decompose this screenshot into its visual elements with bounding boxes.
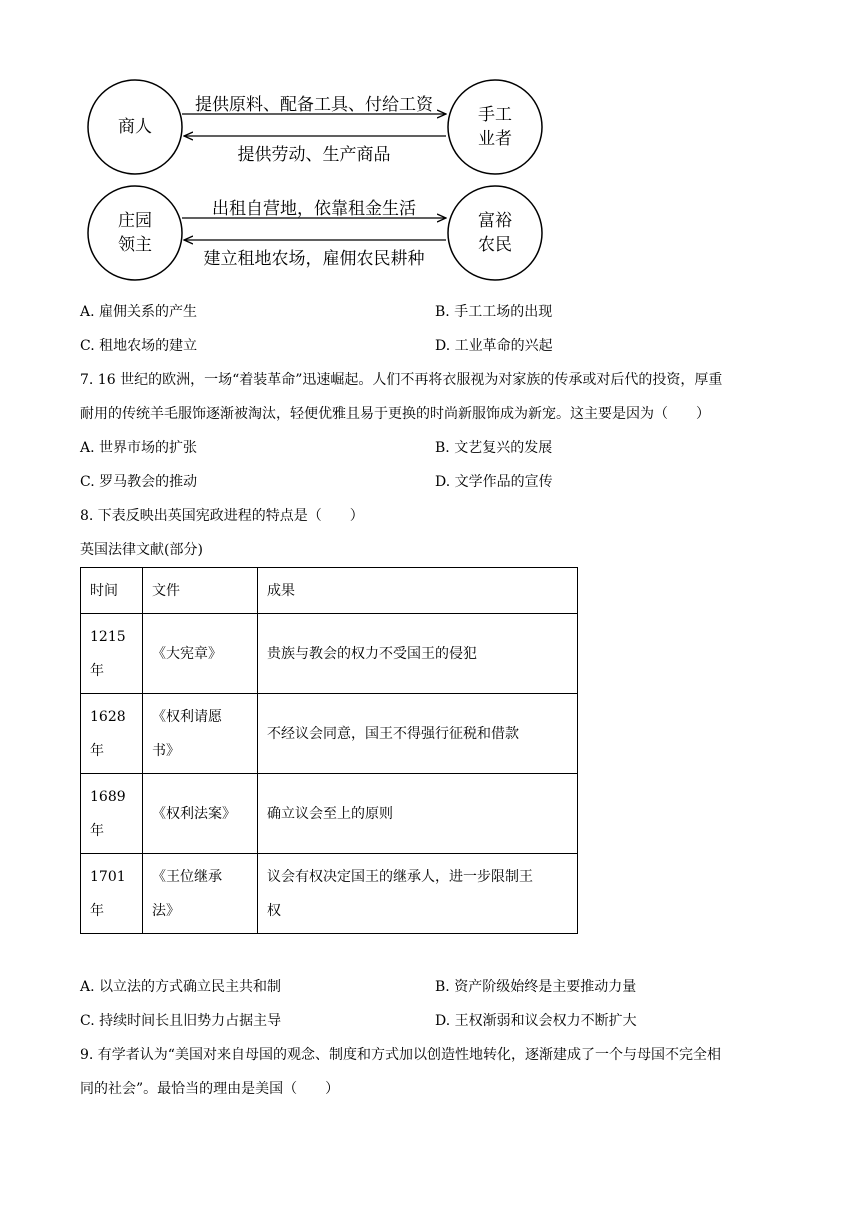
node-manor-lord-label: 庄园 领主	[118, 211, 152, 255]
table-header-row	[81, 568, 578, 614]
arrow-label-bottom-left: 建立租地农场，雇佣农民耕种	[203, 249, 425, 269]
node-manor-lord	[88, 186, 182, 280]
row-time: 1689 年	[81, 774, 143, 854]
q8-option-d: D. 王权渐弱和议会权力不断扩大	[435, 1013, 637, 1029]
node-rich-farmer-label: 富裕 农民	[478, 211, 512, 255]
row-document: 《权利请愿 书》	[143, 694, 258, 774]
q7-option-c: C. 罗马教会的推动	[80, 474, 198, 490]
table-title: 英国法律文献(部分)	[80, 542, 203, 558]
header-result: 成果	[258, 568, 578, 614]
row-document: 《大宪章》	[143, 614, 258, 694]
q8-option-c: C. 持续时间长且旧势力占据主导	[80, 1013, 282, 1029]
q7-option-d: D. 文学作品的宣传	[435, 474, 553, 490]
arrow-label-bottom-right: 出租自营地，依靠租金生活	[212, 199, 416, 219]
table-row	[81, 854, 578, 934]
q8-option-b: B. 资产阶级始终是主要推动力量	[435, 979, 637, 995]
arrow-label-top-left: 提供劳动、生产商品	[237, 145, 391, 165]
q7-stem-line2: 耐用的传统羊毛服饰逐渐被淘汰，轻便优雅且易于更换的时尚新服饰成为新宠。这主要是因为（ ）	[80, 406, 710, 422]
node-rich-farmer	[448, 186, 542, 280]
node-merchant-label: 商人	[118, 117, 152, 137]
row-document: 《权利法案》	[143, 774, 258, 854]
q9-stem-line1: 9. 有学者认为“美国对来自母国的观念、制度和方式加以创造性地转化，逐渐建成了一个与母国不完全相	[80, 1047, 721, 1063]
q6-option-a: A. 雇佣关系的产生	[80, 304, 198, 320]
row-time: 1628 年	[81, 694, 143, 774]
table-row	[81, 614, 578, 694]
table-row	[81, 774, 578, 854]
header-document: 文件	[143, 568, 258, 614]
table-row	[81, 694, 578, 774]
row-result: 贵族与教会的权力不受国王的侵犯	[258, 614, 578, 694]
q9-stem-line2: 同的社会”。最恰当的理由是美国（ ）	[80, 1081, 340, 1097]
row-time: 1701 年	[81, 854, 143, 934]
q7-stem-line1: 7. 16 世纪的欧洲，一场“着装革命”迅速崛起。人们不再将衣服视为对家族的传承或对后代的投资，厚重	[80, 372, 723, 388]
q6-option-c: C. 租地农场的建立	[80, 338, 198, 354]
q6-option-b: B. 手工工场的出现	[435, 304, 553, 320]
q7-option-b: B. 文艺复兴的发展	[435, 440, 553, 456]
node-craftsman-label: 手工 业者	[478, 105, 512, 149]
node-merchant	[88, 80, 182, 174]
q7-option-a: A. 世界市场的扩张	[80, 440, 198, 456]
node-craftsman	[448, 80, 542, 174]
header-time: 时间	[81, 568, 143, 614]
row-document: 《王位继承 法》	[143, 854, 258, 934]
relationship-diagram	[80, 70, 550, 285]
row-result: 不经议会同意，国王不得强行征税和借款	[258, 694, 578, 774]
q8-option-a: A. 以立法的方式确立民主共和制	[80, 979, 282, 995]
q8-stem: 8. 下表反映出英国宪政进程的特点是（ ）	[80, 508, 364, 524]
q6-option-d: D. 工业革命的兴起	[435, 338, 553, 354]
row-result: 确立议会至上的原则	[258, 774, 578, 854]
row-time: 1215 年	[81, 614, 143, 694]
row-result: 议会有权决定国王的继承人，进一步限制王 权	[258, 854, 578, 934]
arrow-label-top-right: 提供原料、配备工具、付给工资	[195, 95, 433, 115]
law-documents-table	[80, 567, 578, 934]
